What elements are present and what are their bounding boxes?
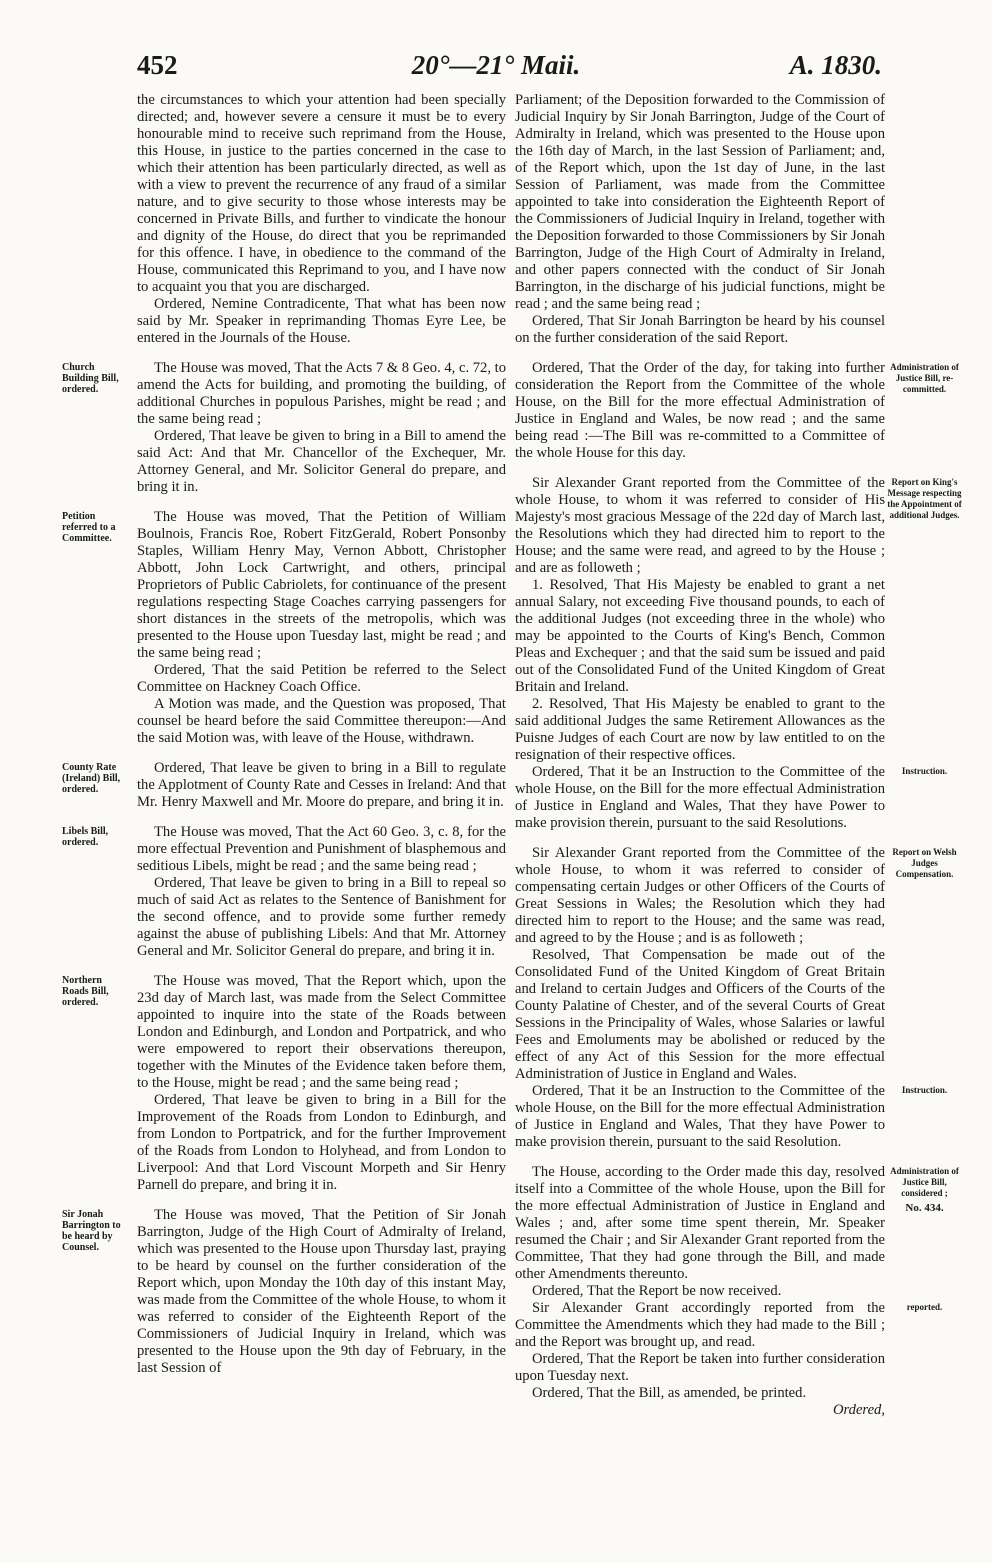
paragraph: Ordered, That Sir Jonah Barrington be heard by his counsel on the further consideration of the said Report. [515, 313, 885, 346]
paragraph: Ordered, That the Bill, as amended, be printed. [532, 1385, 807, 1401]
paragraph: A Motion was made, and the Question was proposed, That counsel be heard before the said Committee thereupon:—And the said Motion was, with leave of the House, withdrawn. [137, 696, 506, 746]
reprimand-entry [137, 92, 506, 347]
paragraph: Sir Alexander Grant reported from the Committee of the whole House, to whom it was referred to consider of compensating certain Judges or other Officers of the Courts of Great Sessions in Wales; the Resolution which they had directed him to report to the House; and the same was read, and agreed to by the House ; and is as followeth ; [515, 845, 885, 946]
petition-entry [62, 509, 506, 747]
margin-note: Report on Welsh Judges Compensation. [892, 847, 957, 879]
paragraph: Ordered, That the Order of the day, for taking into further consideration the Report from the Committee of the whole House, on the Bill for the more effectual Administration of Justice in England and Wales, be now read ; and the same being read :—The Bill was re-committed to a Committee of the whole House for this day. [515, 360, 885, 461]
paragraph: Sir Alexander Grant accordingly reported from the Committee the Amendments which they had made to the Bill ; and the Report was brought up, and read. [515, 1300, 885, 1350]
margin-note [887, 1166, 962, 1214]
roads-bill-entry [62, 973, 506, 1194]
admin-considered-entry [515, 1164, 959, 1419]
paragraph: Ordered, That leave be given to bring in a Bill to amend the said Act: And that Mr. Chancellor of the Exchequer, Mr. Attorney General, and Mr. Solicitor General do prepare, and bring it in. [137, 428, 506, 495]
barrington-entry [62, 1207, 506, 1377]
margin-note: Church Building Bill, ordered. [62, 362, 119, 395]
paragraph: The House was moved, That the Act 60 Geo. 3, c. 8, for the more effectual Prevention and Punishment of blasphemous and seditious Libels, might be read ; and the same being read ; [137, 824, 506, 874]
paragraph: Ordered, That leave be given to bring in a Bill for the Improvement of the Roads from London to Edinburgh, and from London to Portpatrick, and for the further Improvement of the Roads from London to Holyhead, and from London to Liverpool: And that Lord Viscount Morpeth and Sir Henry Parnell do prepare, and bring it in. [137, 1092, 506, 1193]
paragraph: Ordered, That leave be given to bring in a Bill to repeal so much of said Act as relates to the Sentence of Banishment for the second offence, and to provide some further remedy against the abuse of publishing Libels: And that Mr. Attorney General and Mr. Solicitor General do prepare, and bring it in. [137, 875, 506, 959]
margin-note: Administration of Justice Bill, re-committed. [890, 362, 959, 394]
margin-note: Instruction. [901, 1085, 948, 1095]
margin-note: Instruction. [901, 766, 948, 776]
margin-note: Report on King's Message respecting the Appointment of additional Judges. [887, 477, 962, 520]
county-rate-entry [62, 760, 506, 811]
church-bill-entry [62, 360, 506, 496]
paragraph: Ordered, That it be an Instruction to the Committee of the whole House, on the Bill for the more effectual Administration of Justice in England and Wales, That they have Power to make provision therein, pursuant to the said Resolution. [515, 1083, 885, 1150]
paragraph: The House was moved, That the Acts 7 & 8 Geo. 4, c. 72, to amend the Acts for building, and promoting the building, of additional Churches in populous Parishes, might be read ; and the same being read ; [137, 360, 506, 427]
catchword: Ordered, [832, 1402, 885, 1418]
paragraph: Resolved, That Compensation be made out of the Consolidated Fund of the United Kingdom of Great Britain and Ireland to certain Judges and Officers of the Courts of the County Palatine of Chester, and of the several Courts of Great Sessions in the Principality of Wales, whose Salaries or lawful Fees and Emoluments may be abolished or reduced by the effect of any Act of this Session for the more effectual Administration of Justice in England and Wales. [515, 947, 885, 1082]
paragraph: The House was moved, That the Petition of William Boulnois, Francis Roe, Robert FitzGerald, Robert Ponsonby Staples, William Henry May, Vernon Abbott, Christopher Abbott, John Lock Cartwright, and others, principal Proprietors of Public Cabriolets, for continuance of the present regulations respecting Stage Coaches carrying passengers for short distances in the streets of the metropolis, which was presented to the House upon Tuesday last, might be read ; and the same being read ; [137, 509, 506, 661]
margin-note: Libels Bill, ordered. [62, 826, 109, 848]
paragraph: 2. Resolved, That His Majesty be enabled to grant to the said additional Judges the same Retirement Allowances as the Puisne Judges of each Court are now by law entitled to on the resignation of their respective offices. [515, 696, 885, 763]
paragraph: Parliament; of the Deposition forwarded to the Commission of Judicial Inquiry by Sir Jonah Barrington, Judge of the Court of Admiralty in Ireland, which was presented to the House upon the 16th day of March, in the last Session of Parliament; and, of the Report which, upon the 1st day of June, in the last Session of Parliament, was made from the Committee appointed to take into consideration the Eighteenth Report of the Commissioners of Judicial Inquiry in Ireland, together with the Deposition forwarded to those Commissioners by Sir Jonah Barrington, Judge of the High Court of Admiralty in Ireland, and other papers connected with the conduct of Sir Jonah Barrington, in the discharge of his judicial functions, might be read ; and the same being read ; [515, 92, 885, 312]
margin-note: Sir Jonah Barrington to be heard by Counsel. [62, 1209, 121, 1253]
libels-bill-entry [62, 824, 506, 960]
margin-note-text: Administration of Justice Bill, considered ; [890, 1166, 959, 1198]
right-column [515, 92, 962, 1419]
paragraph: The House, according to the Order made this day, resolved itself into a Committee of the whole House, upon the Bill for the more effectual Administration of Justice in England and Wales ; and, after some time spent therein, Mr. Speaker resumed the Chair ; and Sir Alexander Grant reported from the Committee, That they had gone through the Bill, and made other Amendments thereunto. [515, 1164, 885, 1282]
page-number: 452 [137, 50, 178, 80]
margin-note: reported. [906, 1302, 943, 1312]
kings-message-entry [515, 475, 962, 832]
admin-recommitted-entry [515, 360, 959, 462]
paragraph: Ordered, That it be an Instruction to the Committee of the whole House, on the Bill for the more effectual Administration of Justice in England and Wales, That they have Power to make provision therein, pursuant to the said Resolutions. [515, 764, 885, 831]
paragraph: The House was moved, That the Petition of Sir Jonah Barrington, Judge of the High Court of Admiralty of Ireland, which was presented to the House upon Thursday last, praying to be heard by counsel on the further consideration of the Report which, upon Monday the 10th day of this instant May, was made from the Committee of the whole House, to whom it was referred to consider of the Eighteenth Report of the Commissioners of Judicial Inquiry in Ireland, which was presented to the House upon the 9th day of February, in the last Session of [137, 1207, 506, 1376]
paragraph: the circumstances to which your attention had been specially directed; and, however severe a censure it must be to every honourable mind to receive such reprimand from the House, this House, in justice to the parties concerned in the case to which their attention has been particularly directed, as well as with a view to prevent the recurrence of any fraud of a similar nature, and to give security to those whose interests may be concerned in Private Bills, and further to vindicate the honour and dignity of the House, do direct that you be reprimanded for this offence. I have, in obedience to the command of the House, communicated this Reprimand to you, and I have now to acquaint you that you are discharged. [137, 92, 506, 295]
paragraph: Ordered, That the Report be now received. [532, 1283, 782, 1299]
page-year: A. 1830. [789, 50, 882, 80]
margin-note: Northern Roads Bill, ordered. [62, 975, 109, 1008]
paragraph: 1. Resolved, That His Majesty be enabled to grant a net annual Salary, not exceeding Five thousand pounds, to each of the additional Judges (not exceeding three in the whole) who may be appointed to the Courts of King's Bench, Common Pleas and Exchequer ; and that the said sum be issued and paid out of the Consolidated Fund of the United Kingdom of Great Britain and Ireland. [515, 577, 885, 695]
paragraph: Sir Alexander Grant reported from the Committee of the whole House, to whom it was referred to consider of His Majesty's most gracious Message of the 22d day of March last, the Resolutions which they had directed him to report to the House; and the same were read, and agreed to by the House ; and are as followeth ; [515, 475, 885, 576]
paragraph: The House was moved, That the Report which, upon the 23d day of March last, was made from the Select Committee appointed to inquire into the state of the Roads between London and Edinburgh, and London and Portpatrick, and who were empowered to report their observations thereupon, together with the Minutes of the Evidence taken before them, to the House, might be read ; and the same being read ; [137, 973, 506, 1091]
paragraph: Ordered, Nemine Contradicente, That what has been now said by Mr. Speaker in reprimanding Thomas Eyre Lee, be entered in the Journals of the House. [137, 296, 506, 346]
barrington-continued [515, 92, 885, 347]
margin-note: Petition referred to a Committee. [62, 511, 116, 544]
margin-note: County Rate (Ireland) Bill, ordered. [62, 762, 121, 795]
paragraph: Ordered, That leave be given to bring in a Bill to regulate the Applotment of County Rate and Cesses in Ireland: And that Mr. Henry Maxwell and Mr. Moore do prepare, and bring it in. [137, 760, 506, 810]
left-column [62, 92, 506, 1377]
paragraph: Ordered, That the said Petition be referred to the Select Committee on Hackney Coach Office. [137, 662, 506, 695]
bill-number: No. 434. [905, 1202, 944, 1214]
paragraph: Ordered, That the Report be taken into further consideration upon Tuesday next. [515, 1351, 885, 1384]
welsh-judges-entry [515, 845, 957, 1151]
page-date: 20°—21° Maii. [411, 50, 581, 80]
